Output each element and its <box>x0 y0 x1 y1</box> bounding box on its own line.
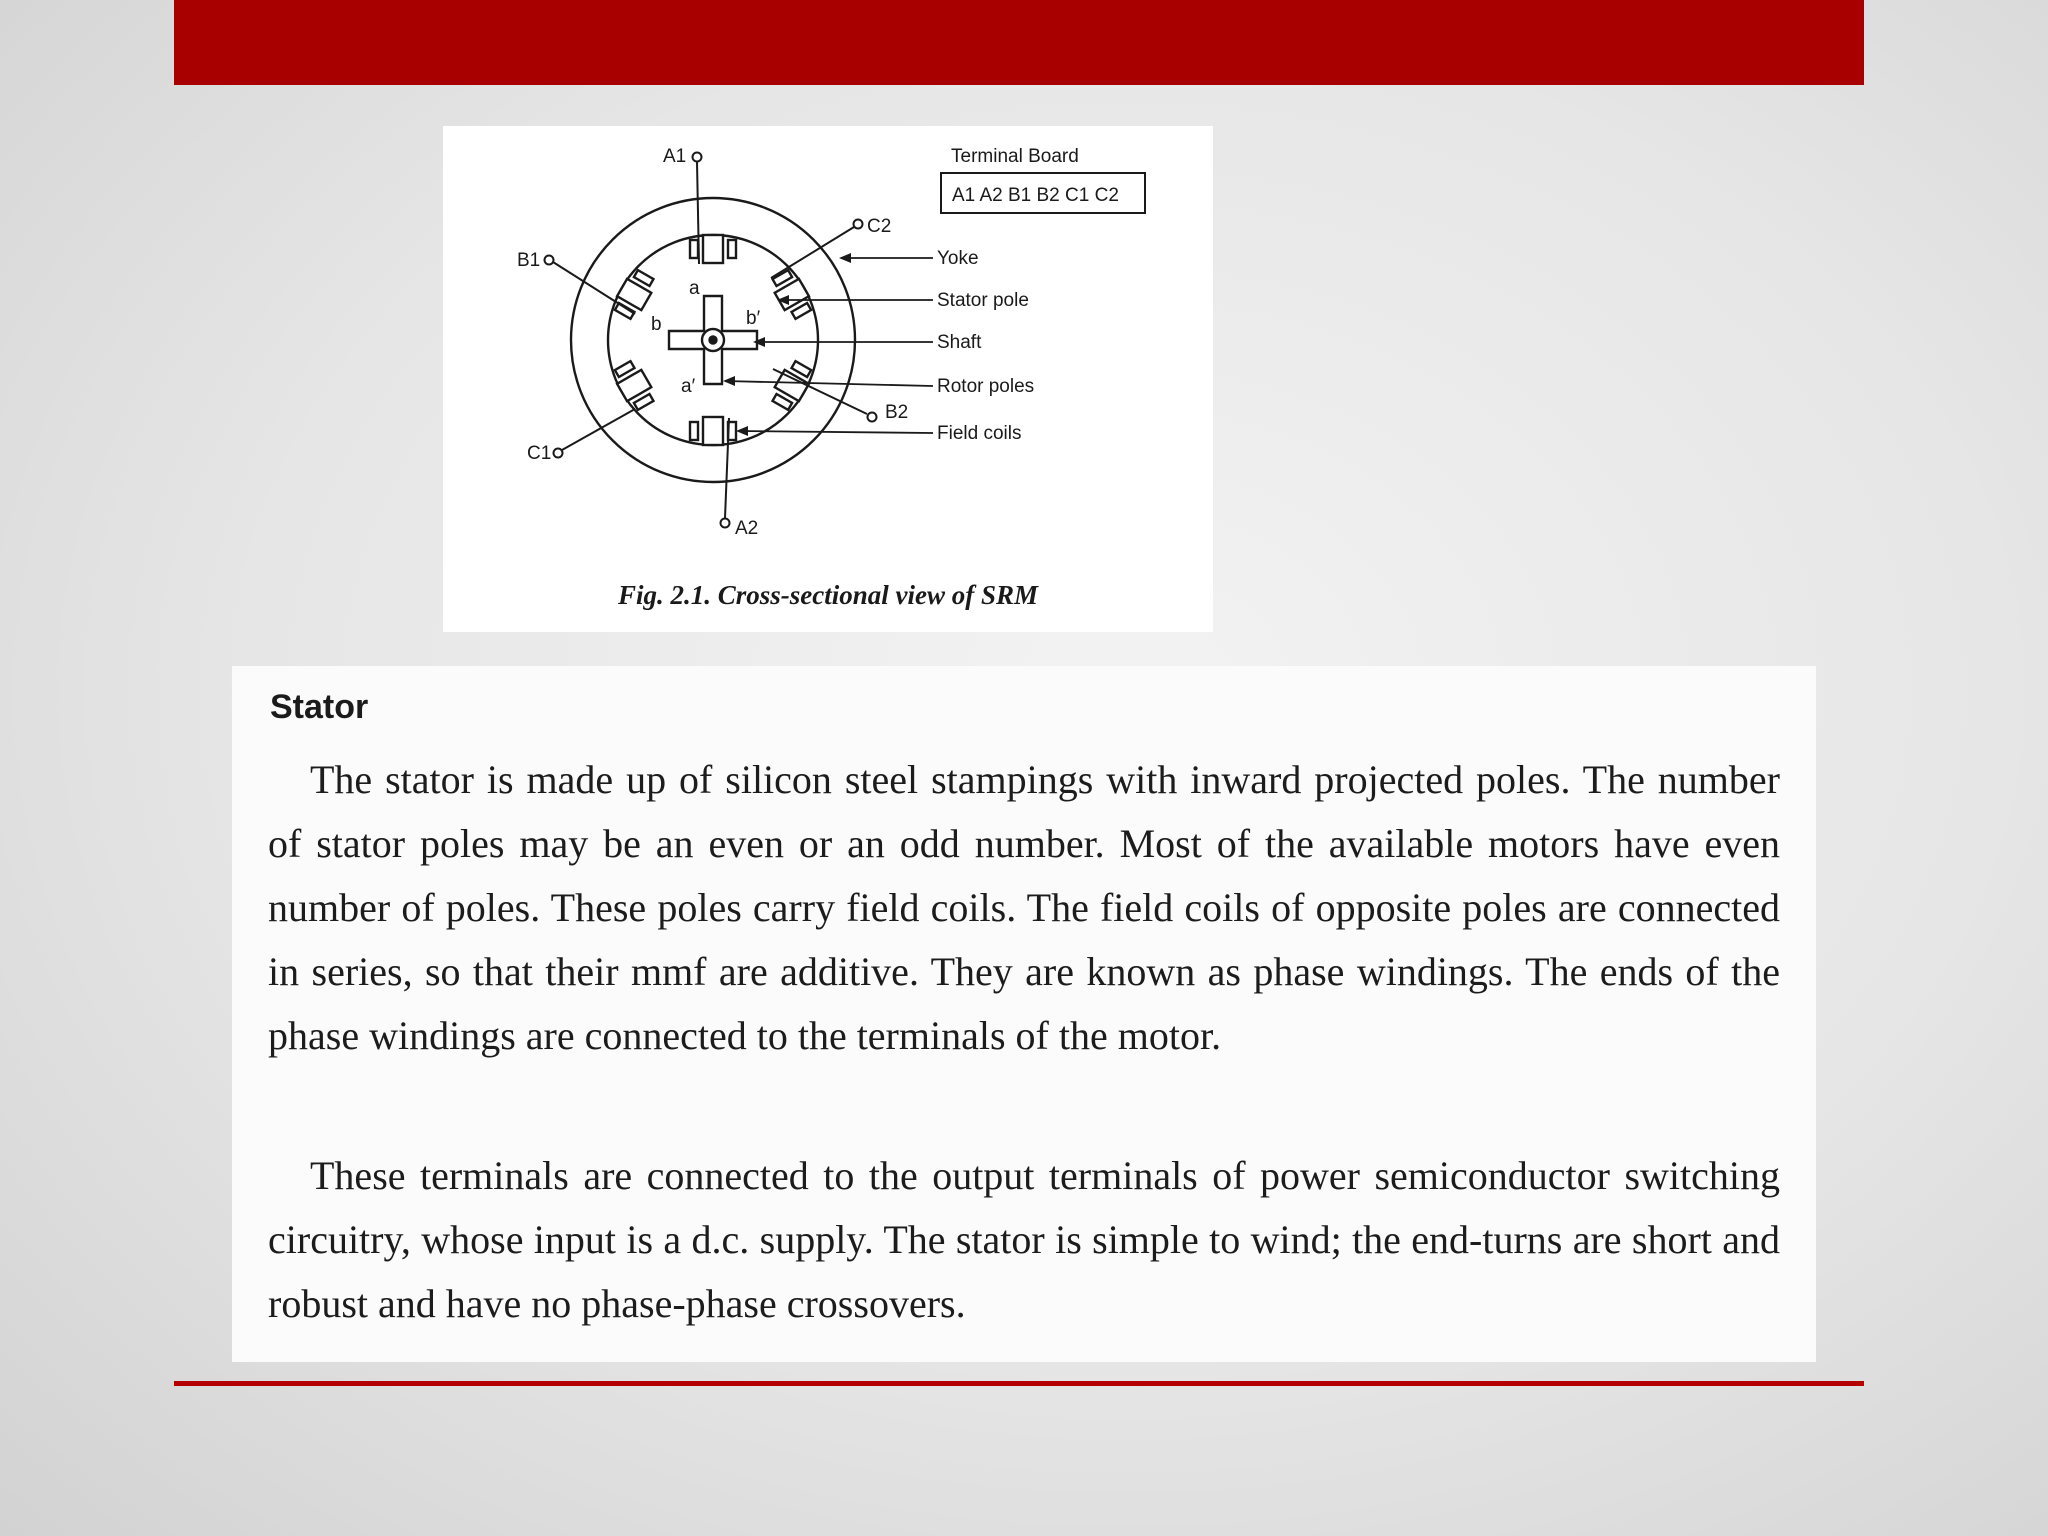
coil-a-prime-label: a′ <box>681 376 696 397</box>
paragraph-2: These terminals are connected to the output terminals of power semiconductor switching circuitry, whose input is a d.c. supply. The stator is simple to wind; the end-turns are short and robust and have no phase-phase crossovers. <box>268 1153 1780 1326</box>
figure-caption: Fig. 2.1. Cross-sectional view of SRM <box>617 580 1039 610</box>
terminal-b2-label: B2 <box>885 402 909 423</box>
terminal-b1-label: B1 <box>517 250 541 271</box>
coil-a-label: a <box>689 278 700 299</box>
terminal-a1-label: A1 <box>663 146 687 167</box>
srm-figure <box>443 126 1213 632</box>
terminal-a2-label: A2 <box>735 518 759 539</box>
terminal-c1-label: C1 <box>527 443 552 464</box>
paragraph-1: The stator is made up of silicon steel stampings with inward projected poles. The number of stator poles may be an even or an odd number. Most of the available motors have even number of poles. These poles carry field coils. The field coils of opposite poles are connected in series, so that their mmf are additive. They are known as phase windings. The ends of the phase windings are connected to the terminals of the motor. <box>268 757 1780 1058</box>
terminal-board-title: Terminal Board <box>951 146 1079 167</box>
coil-b-label: b <box>651 314 662 335</box>
text-excerpt <box>232 666 1816 1362</box>
srm-cross-section-diagram <box>443 126 1213 566</box>
stator-pole-callout: Stator pole <box>937 290 1029 311</box>
field-coils-callout: Field coils <box>937 423 1022 444</box>
title-bar <box>174 0 1864 85</box>
shaft-center <box>710 337 717 344</box>
section-heading: Stator <box>270 688 369 726</box>
terminal-board-list: A1 A2 B1 B2 C1 C2 <box>952 185 1119 206</box>
terminal-c2-label: C2 <box>867 216 892 237</box>
bottom-rule <box>174 1381 1864 1386</box>
rotor-poles-callout: Rotor poles <box>937 376 1035 397</box>
yoke-callout: Yoke <box>937 248 979 269</box>
shaft-callout: Shaft <box>937 332 982 353</box>
coil-b-prime-label: b′ <box>746 308 761 329</box>
